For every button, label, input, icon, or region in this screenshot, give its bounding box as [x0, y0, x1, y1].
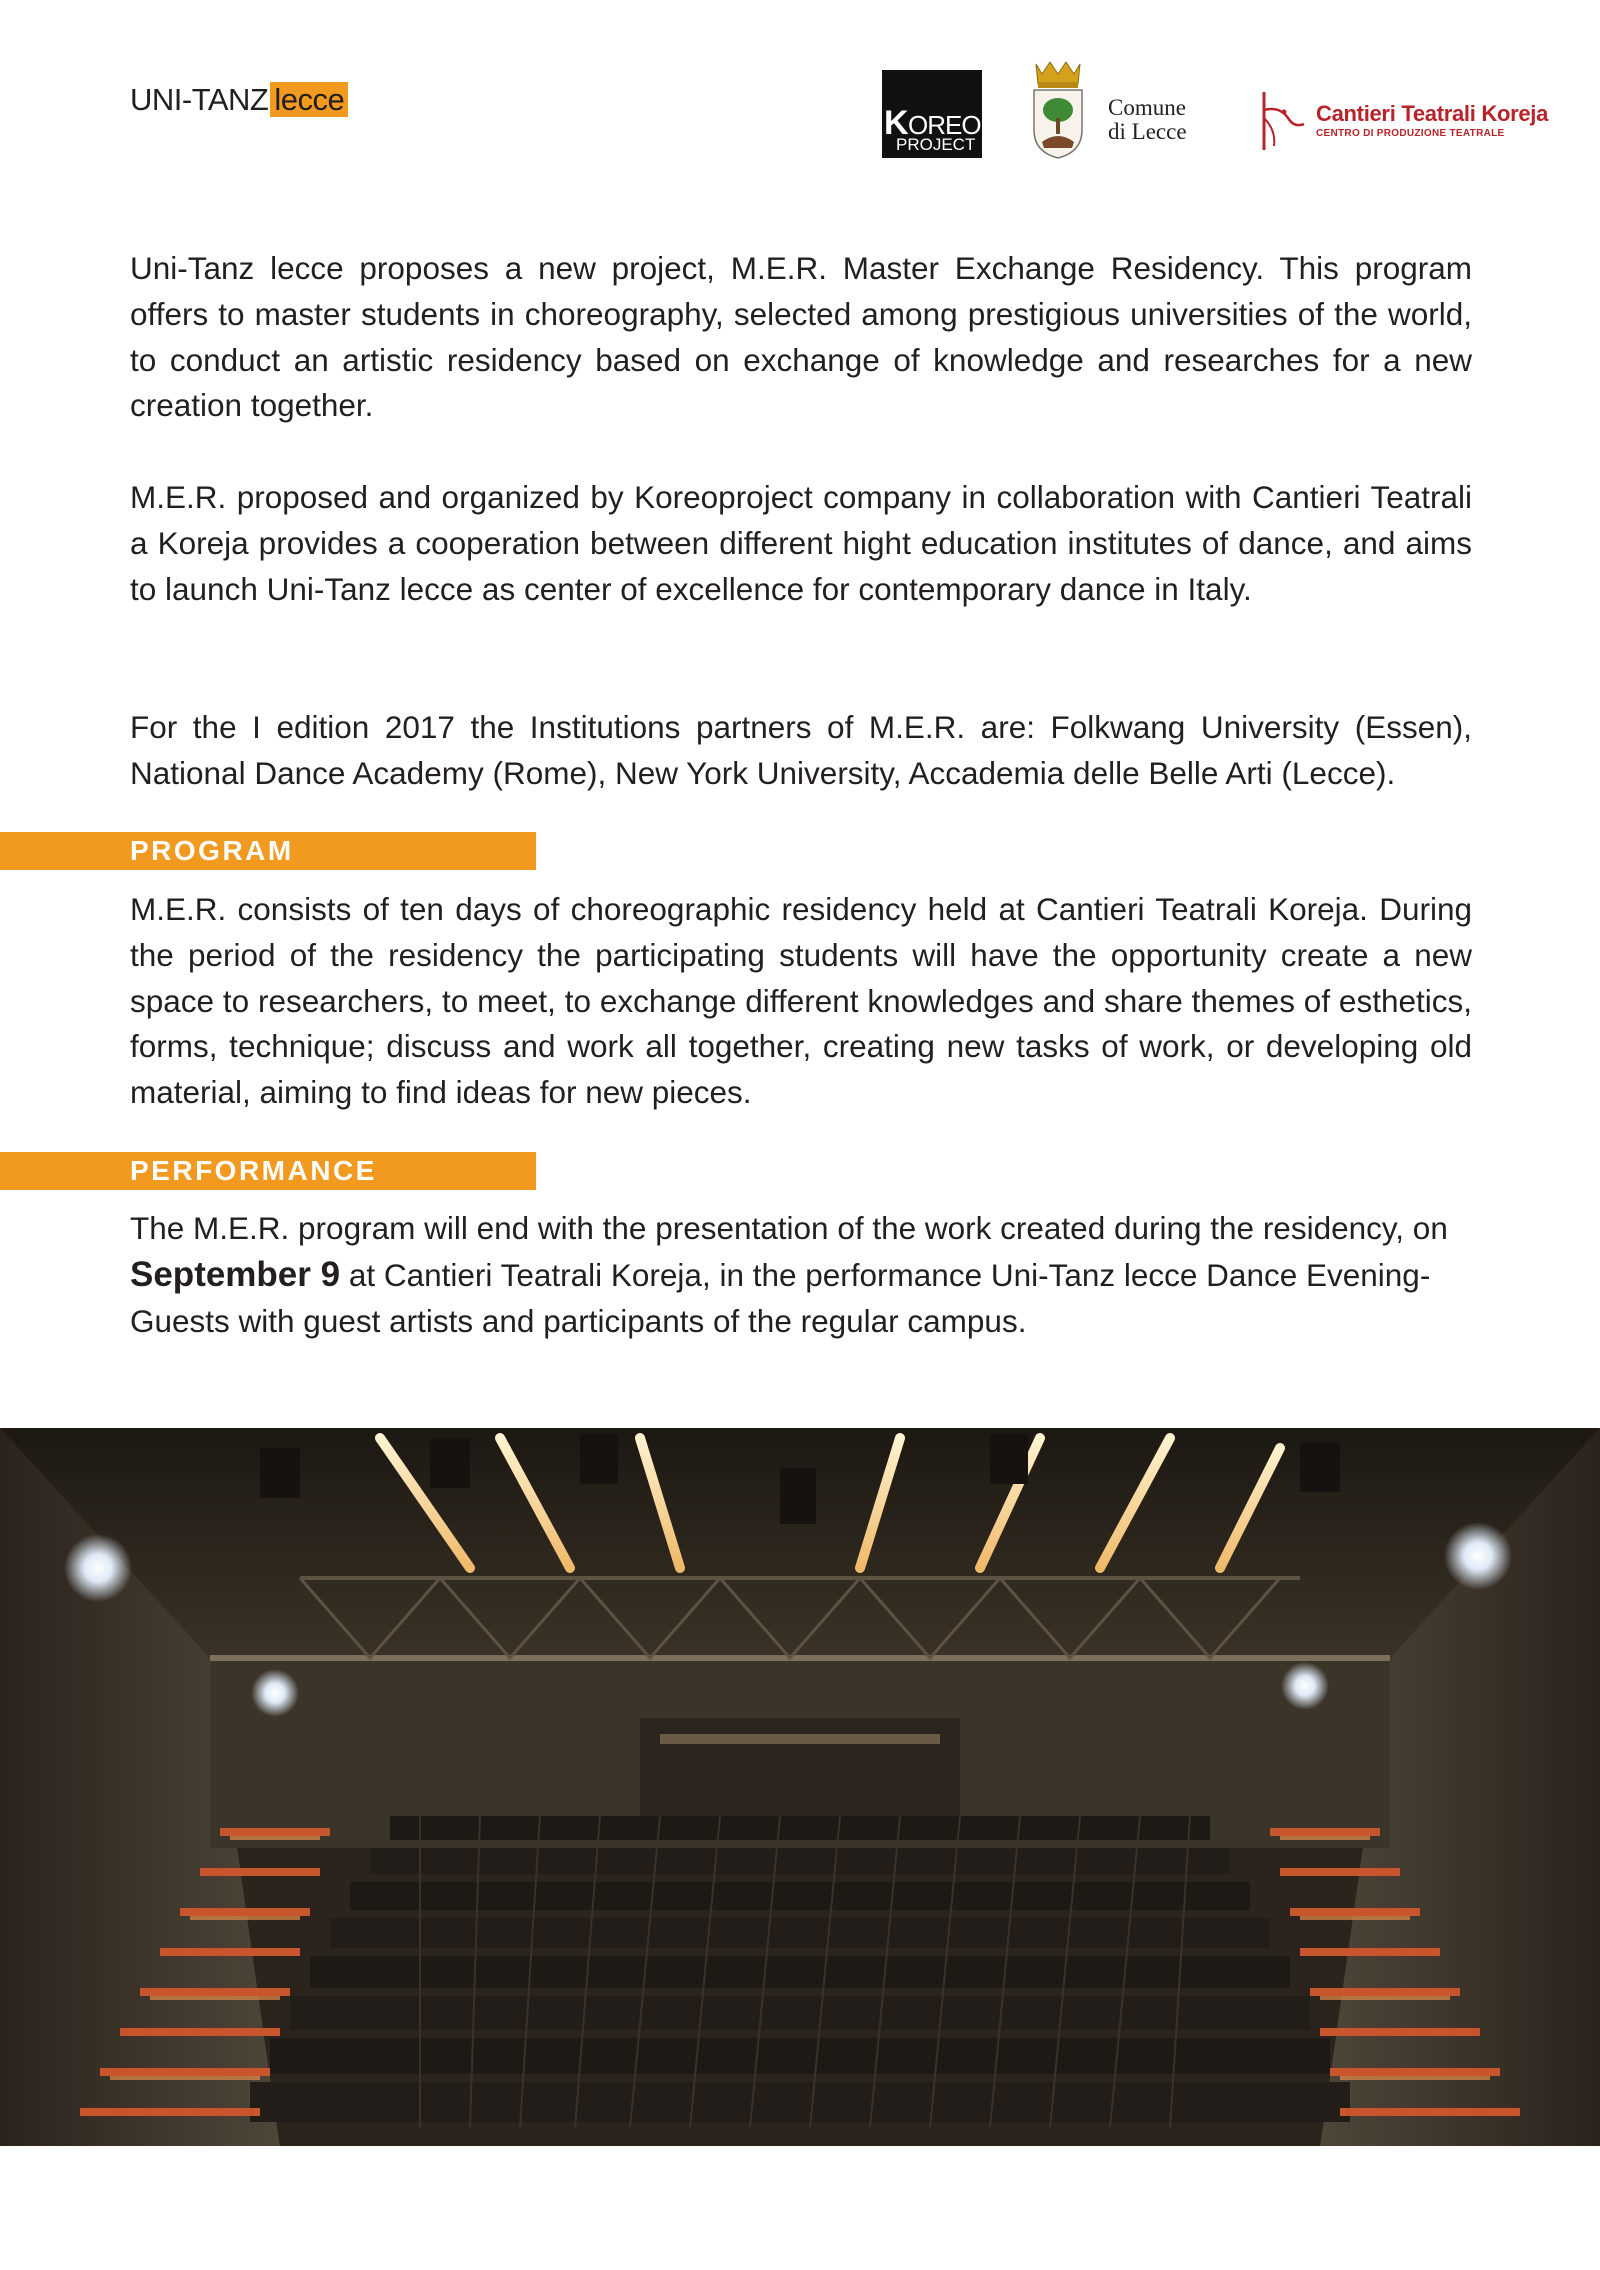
koreja-mark-icon [1254, 88, 1306, 154]
theatre-photo [0, 1428, 1600, 2146]
koreo-logo-word: OREO [908, 110, 981, 140]
partners-paragraph: For the I edition 2017 the Institutions partners of M.E.R. are: Folkwang University (Essen), National Dance Academy (Rome), New York University, Accademia delle Belle Arti (Lecce). [130, 709, 1472, 791]
performance-heading: PERFORMANCE [0, 1152, 536, 1190]
koreo-logo-letter: K [884, 104, 909, 142]
brand-logo [130, 82, 348, 118]
koreja-name: Cantieri Teatrali Koreja [1316, 101, 1549, 126]
comune-di-lecce [1108, 96, 1187, 144]
koreo-project-logo [882, 70, 982, 158]
intro-paragraph: Uni-Tanz lecce proposes a new project, M.E.R. Master Exchange Residency. This program offers to master students in choreography, selected among prestigious universities of the world, to conduct an artistic residency based on exchange of knowledge and researches for a new creation together. [130, 250, 1472, 424]
koreja-subtitle: CENTRO DI PRODUZIONE TEATRALE [1316, 128, 1505, 139]
performance-text-before: The M.E.R. program will end with the presentation of the work created during the residency, on [130, 1210, 1448, 1246]
performance-paragraph [130, 1206, 1472, 1344]
program-paragraph: M.E.R. consists of ten days of choreographic residency held at Cantieri Teatrali Koreja. During the period of the residency the participating students will have the opportunity create a new space to researchers, to meet, to exchange different knowledges and share themes of esthetics, forms, technique; discuss and work all together, creating new tasks of work, or developing old material, aiming to find ideas for new pieces. [130, 891, 1472, 1111]
koreja-logo [1316, 102, 1548, 139]
brand-name: UNI-TANZ [130, 82, 269, 117]
comune-crest-icon [1028, 58, 1088, 160]
program-heading: PROGRAM [0, 832, 536, 870]
koreo-logo-subword: PROJECT [896, 135, 976, 154]
comune-line-1: Comune [1108, 95, 1186, 120]
comune-line-2: di Lecce [1108, 119, 1187, 144]
brand-highlight: lecce [270, 82, 348, 117]
performance-date: September 9 [130, 1254, 341, 1294]
performance-text-after: at Cantieri Teatrali Koreja, in the performance Uni-Tanz lecce Dance Evening-Guests with guest artists and participants of the regular campus. [130, 1256, 1431, 1339]
intro-paragraph: M.E.R. proposed and organized by Koreoproject company in collaboration with Cantieri Teatrali a Koreja provides a cooperation between different hight education institutes of dance, and aims to launch Uni-Tanz lecce as center of excellence for contemporary dance in Italy. [130, 479, 1472, 607]
